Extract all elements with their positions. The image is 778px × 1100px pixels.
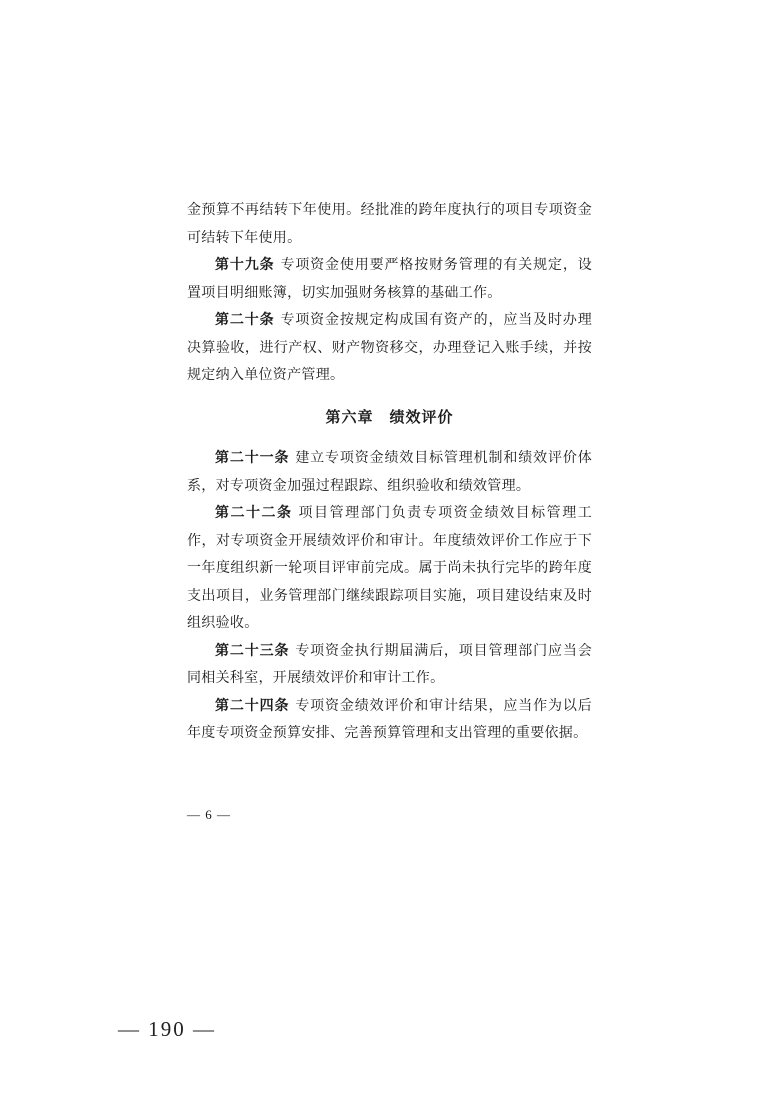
paragraph-text: 金预算不再结转下年使用。经批准的跨年度执行的项目专项资金可结转下年使用。 — [187, 202, 592, 246]
chapter-heading: 第六章 绩效评价 — [325, 407, 454, 426]
article-20 — [187, 307, 592, 390]
body-text — [187, 197, 592, 748]
outer-page-number: — 190 — — [118, 1017, 216, 1041]
article-number: 第二十四条 — [215, 697, 290, 714]
article-19 — [187, 252, 592, 307]
article-number: 第二十三条 — [215, 642, 290, 659]
article-text: 专项资金执行期届满后，项目管理部门应当会同相关科室，开展绩效评价和审计工作。 — [187, 642, 592, 686]
article-24 — [187, 693, 592, 748]
article-text: 项目管理部门负责专项资金绩效目标管理工作，对专项资金开展绩效评价和审计。年度绩效评价工作应于下一年度组织新一轮项目评审前完成。属于尚未执行完毕的跨年度支出项目，业务管理部门继续跟踪项目实施，项目建设结束及时组织验收。 — [187, 505, 592, 631]
article-number: 第二十条 — [215, 312, 275, 328]
article-text: 专项资金使用要严格按财务管理的有关规定，设置项目明细账簿，切实加强财务核算的基础工作。 — [187, 257, 592, 301]
article-text: 专项资金绩效评价和审计结果，应当作为以后年度专项资金预算安排、完善预算管理和支出管理的重要依据。 — [187, 697, 592, 741]
article-23 — [187, 638, 592, 693]
article-text: 建立专项资金绩效目标管理机制和绩效评价体系，对专项资金加强过程跟踪、组织验收和绩效管理。 — [187, 450, 592, 494]
article-text: 专项资金按规定构成国有资产的，应当及时办理决算验收，进行产权、财产物资移交，办理登记入账手续，并按规定纳入单位资产管理。 — [187, 312, 592, 383]
article-21 — [187, 445, 592, 500]
article-22 — [187, 500, 592, 638]
paragraph-continued — [187, 197, 592, 252]
inner-page-number: — 6 — — [187, 807, 231, 822]
article-number: 第二十一条 — [215, 450, 290, 466]
article-number: 第十九条 — [215, 257, 275, 273]
article-number: 第二十二条 — [215, 505, 293, 521]
